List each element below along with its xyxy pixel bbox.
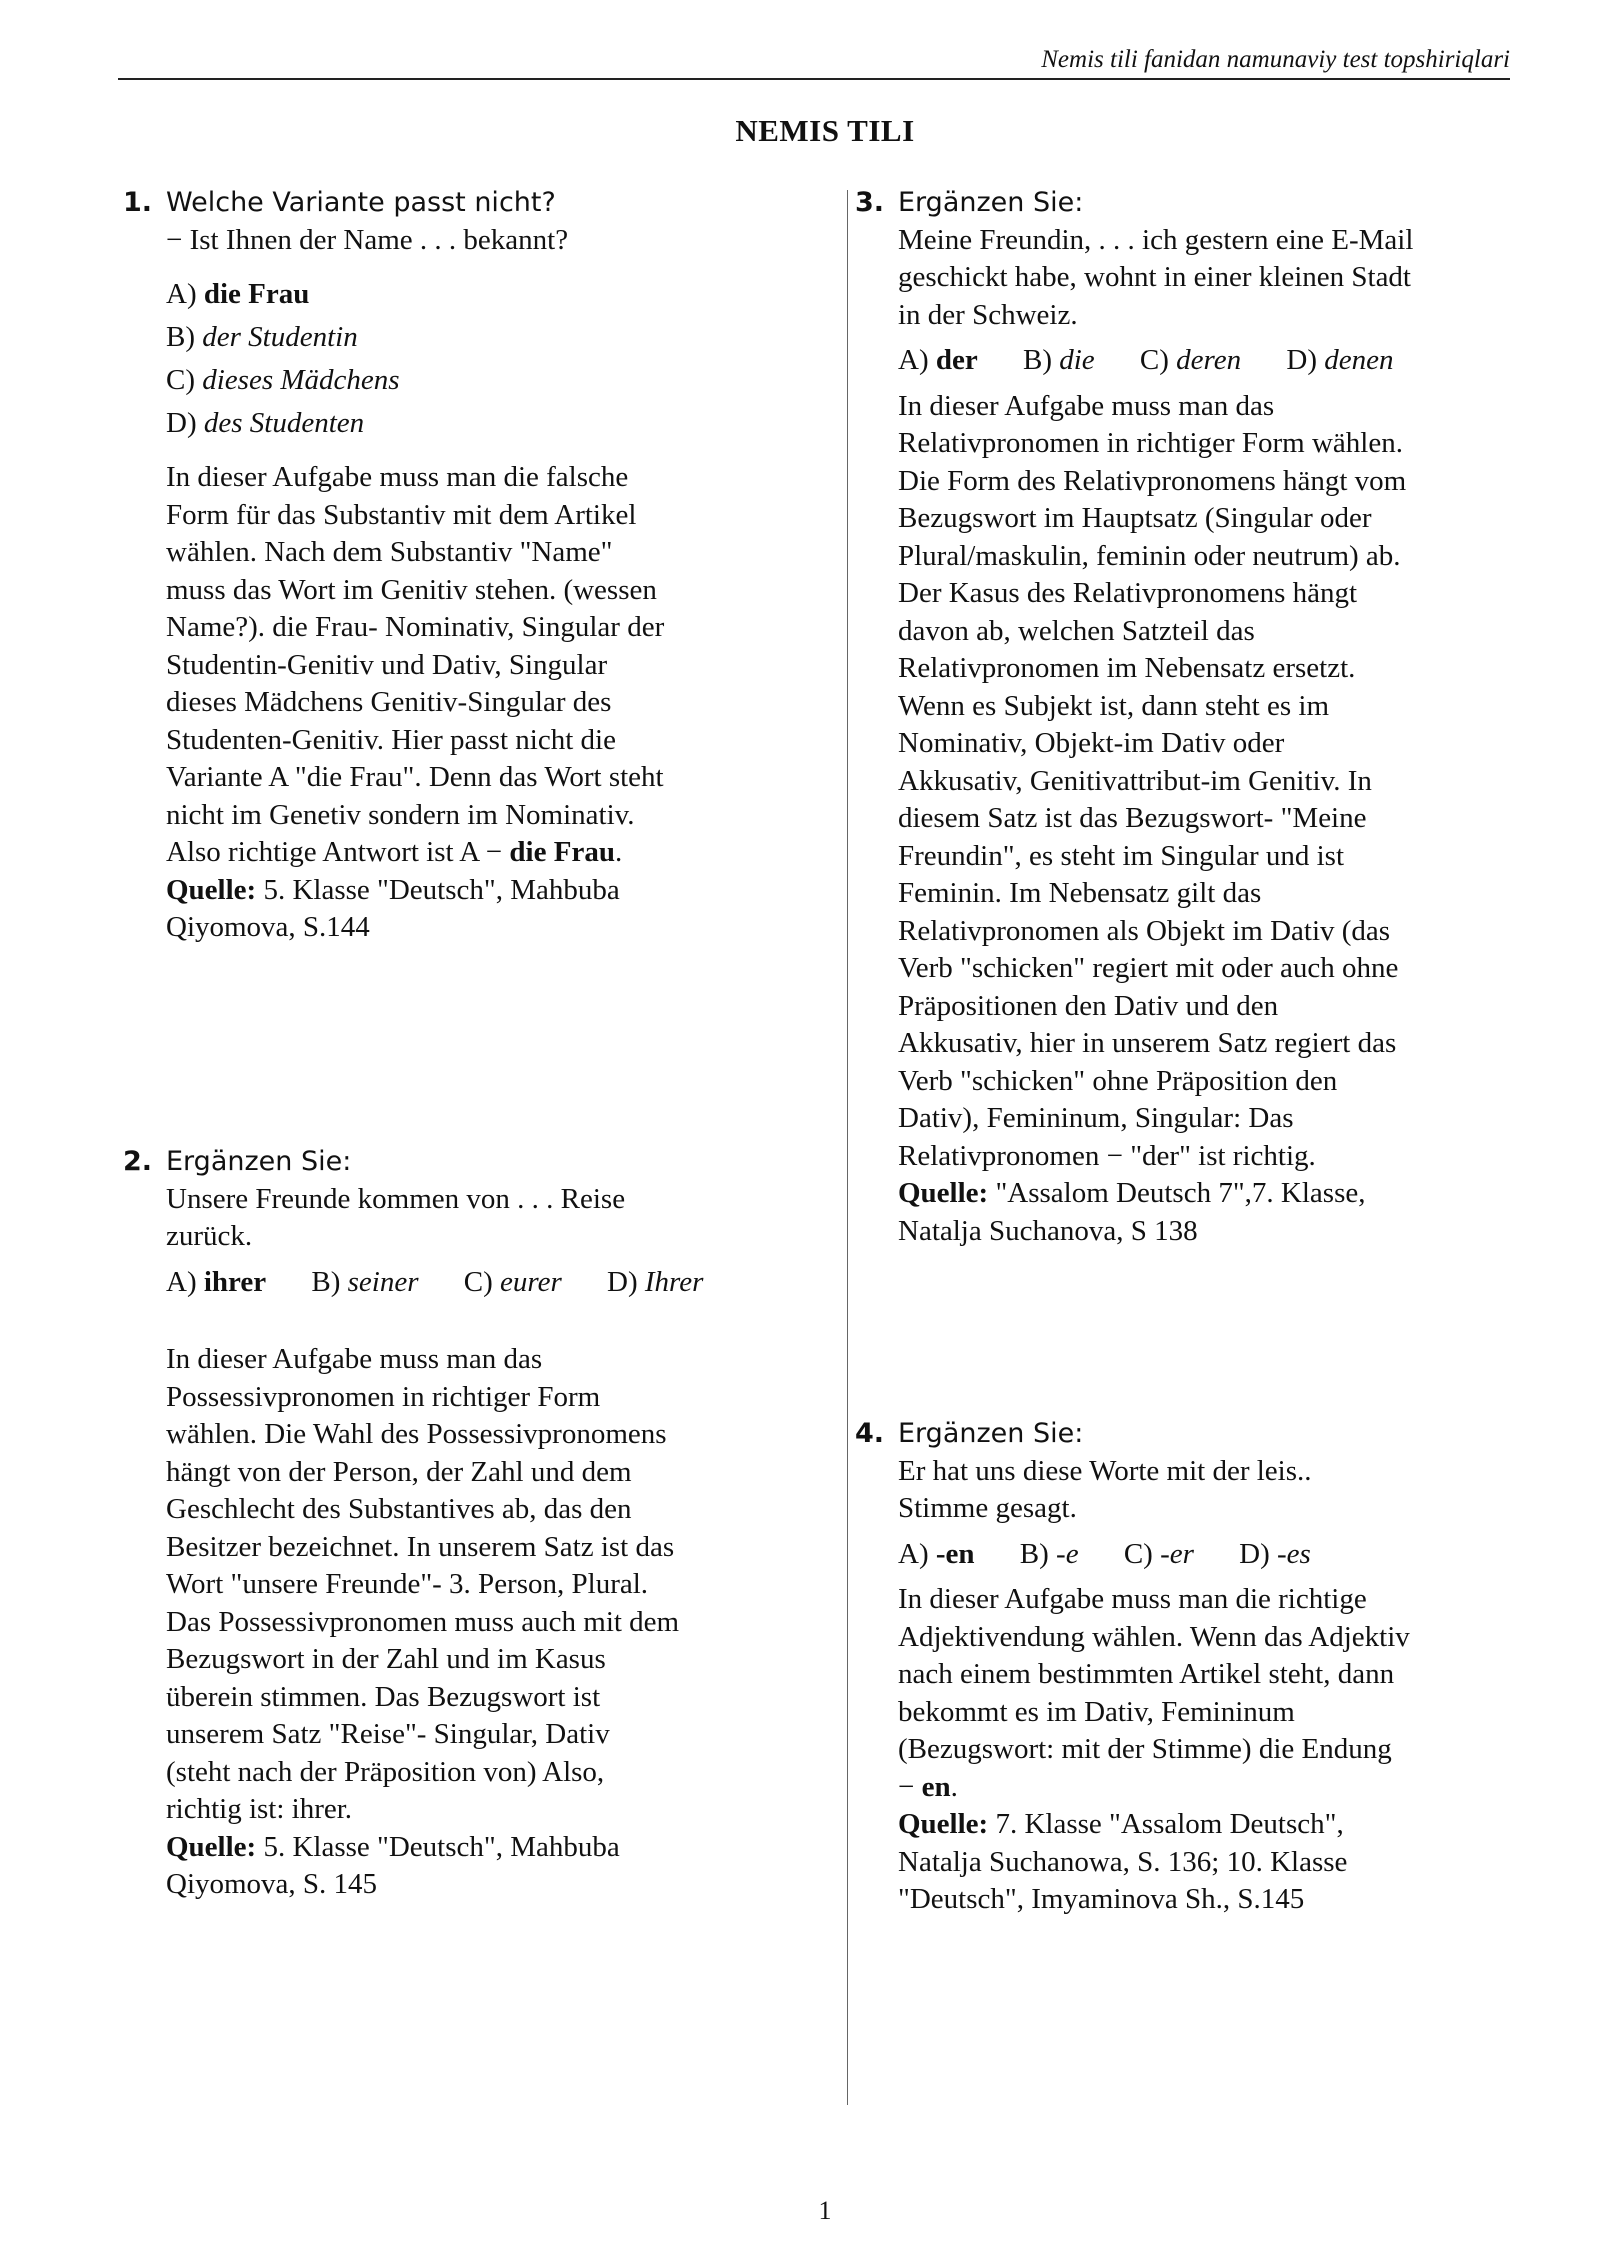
option-c — [1124, 1538, 1194, 1570]
prompt-line: Meine Freundin, . . . ich gestern eine E-Mail — [898, 223, 1414, 256]
option-d — [607, 1266, 703, 1298]
explanation-line: Name?). die Frau- Nominativ, Singular der — [166, 611, 665, 643]
explanation-line: (steht nach der Präposition von) Also, — [166, 1755, 605, 1788]
explanation-line: bekommt es im Dativ, Femininum — [898, 1695, 1295, 1728]
answer-line — [166, 834, 823, 872]
explanation-line: dieses Mädchens Genitiv-Singular des — [166, 686, 612, 718]
option-a — [898, 344, 978, 376]
explanation-line: Feminin. Im Nebensatz gilt das — [898, 877, 1262, 909]
task-number: 2. — [123, 1146, 153, 1177]
task-heading — [123, 184, 823, 222]
explanation-line: Wort "unsere Freunde"- 3. Person, Plural. — [166, 1568, 649, 1600]
answer-line — [898, 1769, 1595, 1807]
task-instruction: Welche Variante passt nicht? — [166, 187, 556, 218]
option-c — [166, 359, 823, 402]
prompt-line: − Ist Ihnen der Name . . . bekannt? — [166, 223, 569, 256]
option-text: -en — [935, 1537, 975, 1570]
option-letter: C) — [1139, 344, 1169, 376]
option-letter: B) — [1019, 1537, 1049, 1570]
explanation-line: Form für das Substantiv mit dem Artikel — [166, 498, 637, 531]
prompt-line: Er hat uns diese Worte mit der leis.. — [898, 1454, 1312, 1487]
source-label: Quelle: — [898, 1808, 989, 1840]
explanation — [123, 1341, 823, 1904]
explanation-line: nach einem bestimmten Artikel steht, dann — [898, 1658, 1395, 1690]
explanation-line: diesem Satz ist das Bezugswort- "Meine — [898, 802, 1367, 834]
prompt-line: zurück. — [166, 1220, 253, 1252]
task-heading — [855, 184, 1595, 222]
explanation-line: unserem Satz "Reise"- Singular, Dativ — [166, 1718, 610, 1750]
explanation-line: Akkusativ, hier in unserem Satz regiert das — [898, 1027, 1397, 1059]
explanation-line: Studentin-Genitiv und Dativ, Singular — [166, 648, 608, 681]
answer-options — [123, 1264, 823, 1302]
explanation-line: Adjektivendung wählen. Wenn das Adjektiv — [898, 1620, 1410, 1653]
explanation-line: Studenten-Genitiv. Hier passt nicht die — [166, 723, 616, 756]
source-text: "Assalom Deutsch 7",7. Klasse, — [988, 1177, 1366, 1209]
option-letter: D) — [607, 1265, 638, 1298]
answer-options — [855, 1536, 1595, 1574]
source-line: Natalja Suchanova, S 138 — [898, 1214, 1198, 1247]
option-text: -e — [1056, 1537, 1079, 1570]
option-letter: C) — [1123, 1537, 1153, 1570]
explanation-line: Der Kasus des Relativpronomens hängt — [898, 577, 1358, 609]
option-letter: A) — [166, 278, 197, 310]
explanation-line: richtig ist: ihrer. — [166, 1793, 353, 1825]
explanation-line: In dieser Aufgabe muss man die richtige — [898, 1583, 1367, 1615]
option-text: der — [935, 344, 978, 376]
option-letter: B) — [166, 321, 195, 353]
option-a — [898, 1538, 975, 1570]
option-b — [166, 316, 823, 359]
explanation-line: Präpositionen den Dativ und den — [898, 989, 1279, 1022]
explanation-line: Bezugswort in der Zahl und im Kasus — [166, 1643, 606, 1675]
explanation-line: Plural/maskulin, feminin oder neutrum) ab. — [898, 539, 1401, 572]
option-text: -er — [1160, 1537, 1194, 1570]
explanation-line: Akkusativ, Genitivattribut-im Genitiv. In — [898, 764, 1372, 797]
task-prompt — [855, 222, 1595, 335]
task-number: 1. — [123, 187, 153, 218]
option-letter: C) — [463, 1265, 493, 1298]
prompt-line: geschickt habe, wohnt in einer kleinen Stadt — [898, 261, 1411, 293]
explanation-line: Variante A "die Frau". Denn das Wort steht — [166, 761, 664, 793]
task-number: 4. — [855, 1418, 885, 1449]
option-text: Ihrer — [644, 1265, 704, 1298]
option-letter: B) — [311, 1265, 341, 1298]
option-text: denen — [1324, 344, 1394, 376]
option-d — [1239, 1538, 1311, 1570]
explanation-line: Nominativ, Objekt-im Dativ oder — [898, 727, 1285, 759]
explanation-line: muss das Wort im Genitiv stehen. (wessen — [166, 573, 657, 606]
option-text: des Studenten — [203, 407, 365, 439]
source-line: Qiyomova, S. 145 — [166, 1868, 378, 1900]
source-label: Quelle: — [166, 873, 257, 906]
column-divider — [847, 190, 848, 2105]
running-header: Nemis tili fanidan namunaviy test topshiriqlari — [1041, 46, 1510, 73]
source-line: "Deutsch", Imyaminova Sh., S.145 — [898, 1883, 1305, 1915]
explanation-line: wählen. Die Wahl des Possessivpronomens — [166, 1418, 667, 1450]
option-letter: D) — [1239, 1537, 1270, 1570]
source-text: 7. Klasse "Assalom Deutsch", — [988, 1808, 1344, 1840]
explanation-line: überein stimmen. Das Bezugswort ist — [166, 1680, 601, 1713]
explanation-line: Relativpronomen in richtiger Form wählen. — [898, 427, 1403, 459]
explanation-line: nicht im Genetiv sondern im Nominativ. — [166, 798, 635, 831]
source-text: 5. Klasse "Deutsch", Mahbuba — [256, 1830, 620, 1863]
source-line — [166, 1829, 823, 1867]
explanation-line: Relativpronomen im Nebensatz ersetzt. — [898, 652, 1356, 684]
header-rule — [118, 78, 1510, 80]
task-prompt — [855, 1453, 1595, 1528]
page-number: 1 — [818, 2196, 832, 2225]
explanation-line: Dativ), Femininum, Singular: Das — [898, 1102, 1294, 1134]
answer-prefix: Also richtige Antwort ist A − — [166, 836, 510, 868]
option-text: dieses Mädchens — [202, 364, 400, 396]
option-a — [166, 1266, 266, 1298]
explanation-line: (Bezugswort: mit der Stimme) die Endung — [898, 1733, 1392, 1765]
task-instruction: Ergänzen Sie: — [166, 1146, 352, 1177]
explanation-line: In dieser Aufgabe muss man das — [898, 389, 1275, 422]
task-prompt — [123, 222, 823, 260]
explanation — [855, 1581, 1595, 1919]
explanation-line: Geschlecht des Substantives ab, das den — [166, 1493, 632, 1525]
option-text: seiner — [347, 1265, 419, 1298]
option-text: die — [1059, 344, 1095, 376]
explanation-line: In dieser Aufgabe muss man die falsche — [166, 461, 629, 493]
answer-suffix: . — [614, 836, 623, 868]
task-heading — [123, 1143, 823, 1181]
option-b — [1023, 344, 1095, 376]
explanation-line: wählen. Nach dem Substantiv "Name" — [166, 536, 613, 568]
explanation — [123, 459, 823, 947]
task-1 — [123, 184, 823, 947]
explanation-line: Relativpronomen als Objekt im Dativ (das — [898, 914, 1391, 947]
option-b — [311, 1266, 418, 1298]
explanation-line: davon ab, welchen Satzteil das — [898, 614, 1255, 647]
option-letter: C) — [166, 364, 195, 396]
option-letter: D) — [1286, 344, 1317, 376]
source-label: Quelle: — [166, 1830, 257, 1863]
task-instruction: Ergänzen Sie: — [898, 187, 1084, 218]
explanation-line: Wenn es Subjekt ist, dann steht es im — [898, 689, 1330, 722]
source-line — [898, 1175, 1595, 1213]
task-2 — [123, 1143, 823, 1904]
option-b — [1020, 1538, 1079, 1570]
option-text: deren — [1176, 344, 1242, 376]
task-prompt — [123, 1181, 823, 1256]
explanation-line: Verb "schicken" regiert mit oder auch ohne — [898, 952, 1399, 984]
option-c — [464, 1266, 562, 1298]
source-line — [166, 872, 823, 910]
source-line: Qiyomova, S.144 — [166, 911, 370, 943]
correct-answer: en — [921, 1770, 951, 1803]
option-letter: A) — [898, 1537, 929, 1570]
explanation-line: Possessivpronomen in richtiger Form — [166, 1380, 601, 1413]
answer-suffix: . — [950, 1770, 958, 1803]
option-letter: D) — [166, 407, 197, 439]
option-c — [1140, 344, 1241, 376]
explanation-line: In dieser Aufgabe muss man das — [166, 1343, 543, 1375]
option-letter: A) — [898, 344, 929, 376]
option-a — [166, 273, 823, 316]
task-instruction: Ergänzen Sie: — [898, 1418, 1084, 1449]
explanation-line: Die Form des Relativpronomens hängt vom — [898, 464, 1407, 497]
source-label: Quelle: — [898, 1177, 989, 1209]
option-d — [166, 402, 823, 445]
task-4 — [855, 1415, 1595, 1919]
task-number: 3. — [855, 187, 885, 218]
source-text: 5. Klasse "Deutsch", Mahbuba — [256, 873, 620, 906]
explanation-line: Das Possessivpronomen muss auch mit dem — [166, 1605, 680, 1638]
source-line: Natalja Suchanowa, S. 136; 10. Klasse — [898, 1845, 1348, 1878]
source-line — [898, 1806, 1595, 1844]
explanation-line: Verb "schicken" ohne Präposition den — [898, 1064, 1338, 1097]
answer-options — [855, 342, 1595, 380]
prompt-line: in der Schweiz. — [898, 298, 1078, 331]
option-letter: B) — [1022, 344, 1052, 376]
option-text: -es — [1277, 1537, 1311, 1570]
option-d — [1286, 344, 1393, 376]
answer-options — [123, 273, 823, 445]
correct-answer: die Frau — [509, 836, 615, 868]
explanation-line: Relativpronomen − "der" ist richtig. — [898, 1139, 1316, 1172]
explanation-line: hängt von der Person, der Zahl und dem — [166, 1455, 632, 1488]
option-text: die Frau — [203, 278, 310, 310]
page-title: NEMIS TILI — [735, 113, 915, 148]
explanation — [855, 388, 1595, 1251]
explanation-line: Freundin", es steht im Singular und ist — [898, 839, 1345, 872]
prompt-line: Unsere Freunde kommen von . . . Reise — [166, 1182, 626, 1215]
prompt-line: Stimme gesagt. — [898, 1492, 1077, 1524]
option-text: der Studentin — [202, 321, 358, 353]
option-letter: A) — [166, 1265, 197, 1298]
option-text: ihrer — [203, 1265, 267, 1298]
answer-prefix: − — [898, 1770, 922, 1803]
task-heading — [855, 1415, 1595, 1453]
explanation-line: Besitzer bezeichnet. In unserem Satz ist das — [166, 1530, 675, 1563]
task-3 — [855, 184, 1595, 1250]
option-text: eurer — [500, 1265, 562, 1298]
explanation-line: Bezugswort im Hauptsatz (Singular oder — [898, 502, 1372, 534]
